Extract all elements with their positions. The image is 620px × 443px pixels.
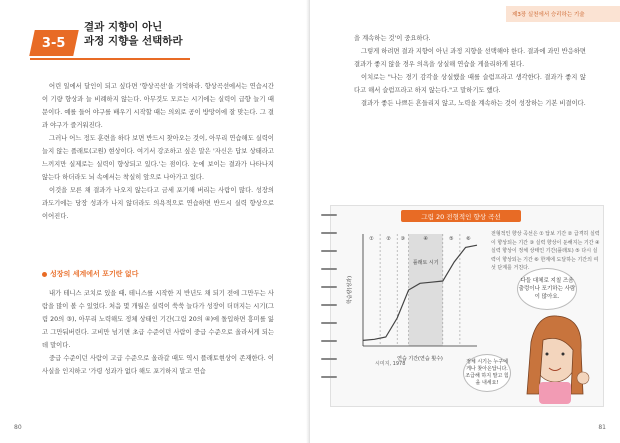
raised-hand <box>577 372 589 384</box>
stage-label: ① <box>369 236 374 242</box>
figure-source: 시미지, 1978 <box>375 361 406 367</box>
stage-label: ② <box>386 236 391 242</box>
paragraph: 그렇게 하려면 결과 지향이 아닌 과정 지향을 선택해야 한다. 결과에 과민 반응하면 결과가 좋지 않을 경우 의욕을 상실해 연습을 게을리하게 된다. <box>354 48 586 68</box>
speech-bubble-2: 정체 시기는 누구에게나 찾아온답니다. 조급해 하지 말고 힘을 내세요! <box>463 354 511 392</box>
eye <box>546 353 549 356</box>
ring <box>321 214 337 216</box>
paragraph: 중급 수준이던 사람이 고급 수준으로 올라갈 때도 역시 플래토현상이 존재한다. 이 사실을 인지하고 '가령 성과가 없다 해도 포기하지 말고 연습 <box>42 355 274 375</box>
left-body-text-2 <box>42 287 274 378</box>
paragraph: 그러나 어느 정도 훈련을 하다 보면 반드시 찾아오는 것이, 아무리 연습해도 실력이 늘지 않는 플래토(고원) 현상이다. 여기서 강조하고 싶은 말은 '자신은 답보 상태라고 느끼지만 실제로는 실력이 향상되고 있다.'는 점이다. 눈에 보이는 결과가 나타나지 않는다 하더라도 뇌 속에서는 착실히 앞으로 나아가고 있다. <box>42 135 274 181</box>
ring <box>321 268 337 270</box>
ring <box>321 340 337 342</box>
page-number: 81 <box>598 424 606 431</box>
right-page <box>310 0 620 443</box>
plateau-label: 플래토 시기 <box>412 260 439 266</box>
section-number-badge: 3-5 <box>29 30 79 56</box>
ring <box>321 304 337 306</box>
paragraph: 어린 일에서 달인이 되고 싶다면 '향상곡선'을 기억하라. 향상곡선에서는 연습시간이 기량 향상과 늘 비례하지 않는다. 아무것도 모르는 시기에는 실력이 급향 늘기 때문이다. 예를 들어 야구를 배우기 시작할 때는 의외로 공이 방망이에 잘 맞는다. 그 결과 야구가 즐거워진다. <box>42 83 274 129</box>
ring <box>321 322 337 324</box>
paragraph: 결과가 좋든 나쁘든 흔들리지 않고, 노력을 계속하는 것이 성장하는 기본 비결이다. <box>361 100 586 107</box>
chapter-tab: 제3장 실천에서 승리하는 기술 <box>506 6 620 22</box>
speech-bubble-1: 다들 대체로 지칠 즈음 출렁이나 포기하는 사람이 많아요. <box>517 268 577 310</box>
y-axis-label: 학습량(성과) <box>347 275 353 305</box>
section-title: 결과 지향이 아닌 과정 지향을 선택하라 <box>84 21 183 47</box>
subheading: 성장의 세계에서 포기란 없다 <box>42 269 138 279</box>
x-axis-label: 연습 기간(연습 횟수) <box>397 356 443 362</box>
left-body-text <box>42 80 274 223</box>
figure-title: 그림 20 전형적인 향상 곡선 <box>401 210 521 222</box>
stage-label: ④ <box>423 236 428 242</box>
paragraph: 이것을 모른 채 결과가 나오지 않는다고 금세 포기해 버리는 사람이 많다. 성장의 과도기에는 당장 성과가 나지 않더라도 의욕적으로 연습하면 반드시 실력 향상으로 이어진다. <box>42 187 274 220</box>
paragraph: 이치로는 "나는 경기 감각을 상실했을 때를 슬럼프라고 생각한다. 결과가 좋지 않다고 해서 슬럼프라고 하지 않는다."고 말하기도 했다. <box>354 74 586 94</box>
plateau-band <box>409 234 443 346</box>
stage-label: ⑤ <box>449 236 454 242</box>
stage-label: ③ <box>400 236 406 242</box>
bullet-dot <box>42 272 47 277</box>
figure-caption: 전형적인 향상 곡선은 ① 답보 기간 ② 급격히 실력이 향상되는 기간 ③ 실력 향상이 둔해지는 기간 ④ 실력 향상이 정체 상태인 기간(플래토) ⑤ 다시 실력이 향상되는 기간 ⑥ 한계에 도달하는 기간의 여섯 단계를 거친다. <box>491 231 600 271</box>
paragraph: 을 계속하는 것'이 중요하다. <box>354 35 431 42</box>
paragraph: 내가 테니스 코치로 있을 때, 테니스를 시작한 지 반년도 채 되기 전에 그만두는 사람을 많이 볼 수 있었다. 처음 몇 개월은 실력이 쑥쑥 늘다가 성장이 더뎌지는 시기(그림 20의 ③), 아무리 노력해도 정체 상태인 기간(그림 20의 ④)에 돌입하면 흥미를 잃고 그만둬버린다. 고비만 넘기면 초급 수준이던 사람이 중급 수준으로 올라서게 되는데 말이다. <box>42 290 274 349</box>
ring <box>321 250 337 252</box>
ring <box>321 232 337 234</box>
page-number: 80 <box>14 424 22 431</box>
right-body-text <box>354 32 586 110</box>
girl-illustration <box>491 294 601 404</box>
shirt <box>539 382 571 404</box>
learning-curve-chart <box>343 224 483 364</box>
ring <box>321 358 337 360</box>
figure-card <box>330 205 604 407</box>
eye <box>562 353 565 356</box>
ring <box>321 286 337 288</box>
stage-label: ⑥ <box>466 236 471 242</box>
title-underline <box>30 58 190 60</box>
ring <box>321 376 337 378</box>
